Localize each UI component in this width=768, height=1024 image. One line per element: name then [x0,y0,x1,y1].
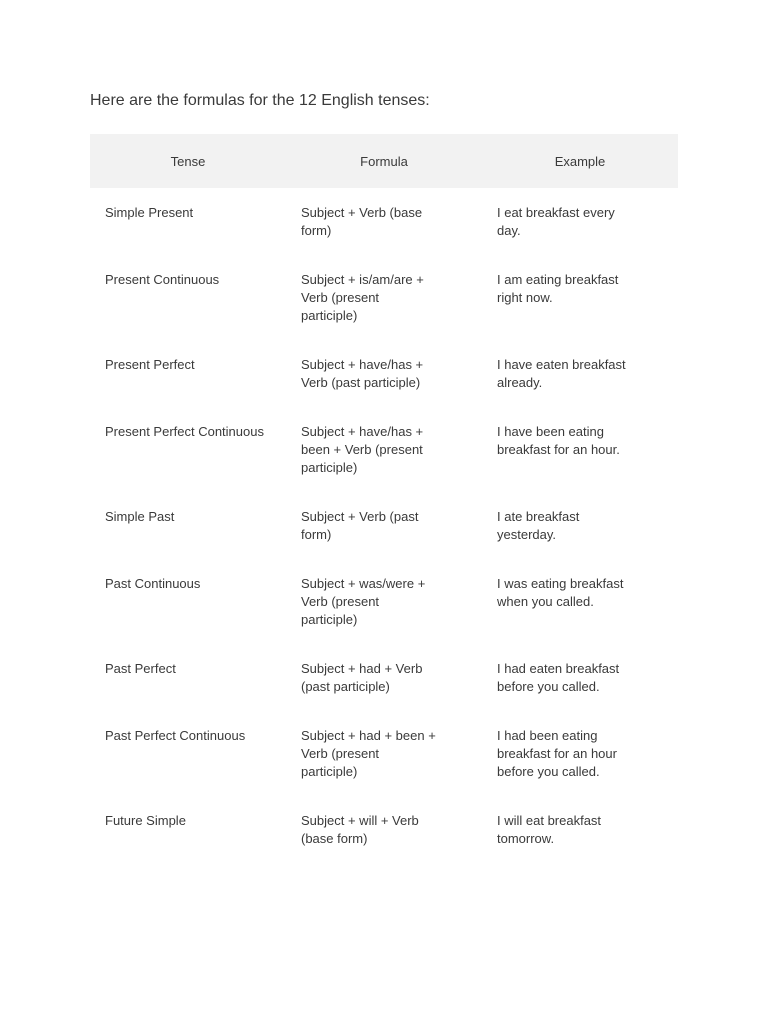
cell-formula: Subject + have/has + been + Verb (present participle) [301,424,424,475]
cell-tense: Simple Present [105,205,194,220]
cell-example: I have been eating breakfast for an hour. [497,424,620,457]
cell-formula: Subject + have/has + Verb (past participle) [301,357,424,390]
cell-formula: Subject + Verb (base form) [301,205,423,238]
cell-formula: Subject + had + Verb (past participle) [301,661,423,694]
cell-tense: Simple Past [105,509,175,524]
cell-tense: Past Perfect [105,661,176,676]
cell-example: I had been eating breakfast for an hour before you called. [497,728,617,779]
table-row [90,407,678,492]
cell-formula: Subject + will + Verb (base form) [301,813,419,846]
table-row [90,796,678,863]
table-row [90,644,678,711]
header-tense: Tense [170,153,206,169]
cell-example: I had eaten breakfast before you called. [497,661,620,694]
cell-example: I was eating breakfast when you called. [497,576,624,609]
table-row [90,559,678,644]
cell-tense: Present Perfect [105,357,195,372]
table-row [90,711,678,796]
table-row [90,255,678,340]
table-header-row [90,134,678,188]
cell-example: I ate breakfast yesterday. [497,509,580,542]
cell-formula: Subject + Verb (past form) [301,509,419,542]
cell-tense: Past Continuous [105,576,201,591]
cell-tense: Present Perfect Continuous [105,424,264,439]
cell-example: I have eaten breakfast already. [497,357,626,390]
header-formula: Formula [360,153,408,169]
cell-formula: Subject + is/am/are + Verb (present participle) [301,272,424,323]
header-example: Example [554,153,606,169]
cell-example: I will eat breakfast tomorrow. [497,813,602,846]
cell-tense: Past Perfect Continuous [105,728,246,743]
table-row [90,340,678,407]
cell-tense: Future Simple [105,813,186,828]
intro-text: Here are the formulas for the 12 English tenses: [90,92,430,109]
cell-example: I eat breakfast every day. [497,205,615,238]
table-row [90,188,678,255]
cell-formula: Subject + had + been + Verb (present participle) [301,728,436,779]
cell-tense: Present Continuous [105,272,220,287]
tenses-table [90,134,678,863]
table-row [90,492,678,559]
cell-example: I am eating breakfast right now. [497,272,619,305]
cell-formula: Subject + was/were + Verb (present participle) [301,576,426,627]
